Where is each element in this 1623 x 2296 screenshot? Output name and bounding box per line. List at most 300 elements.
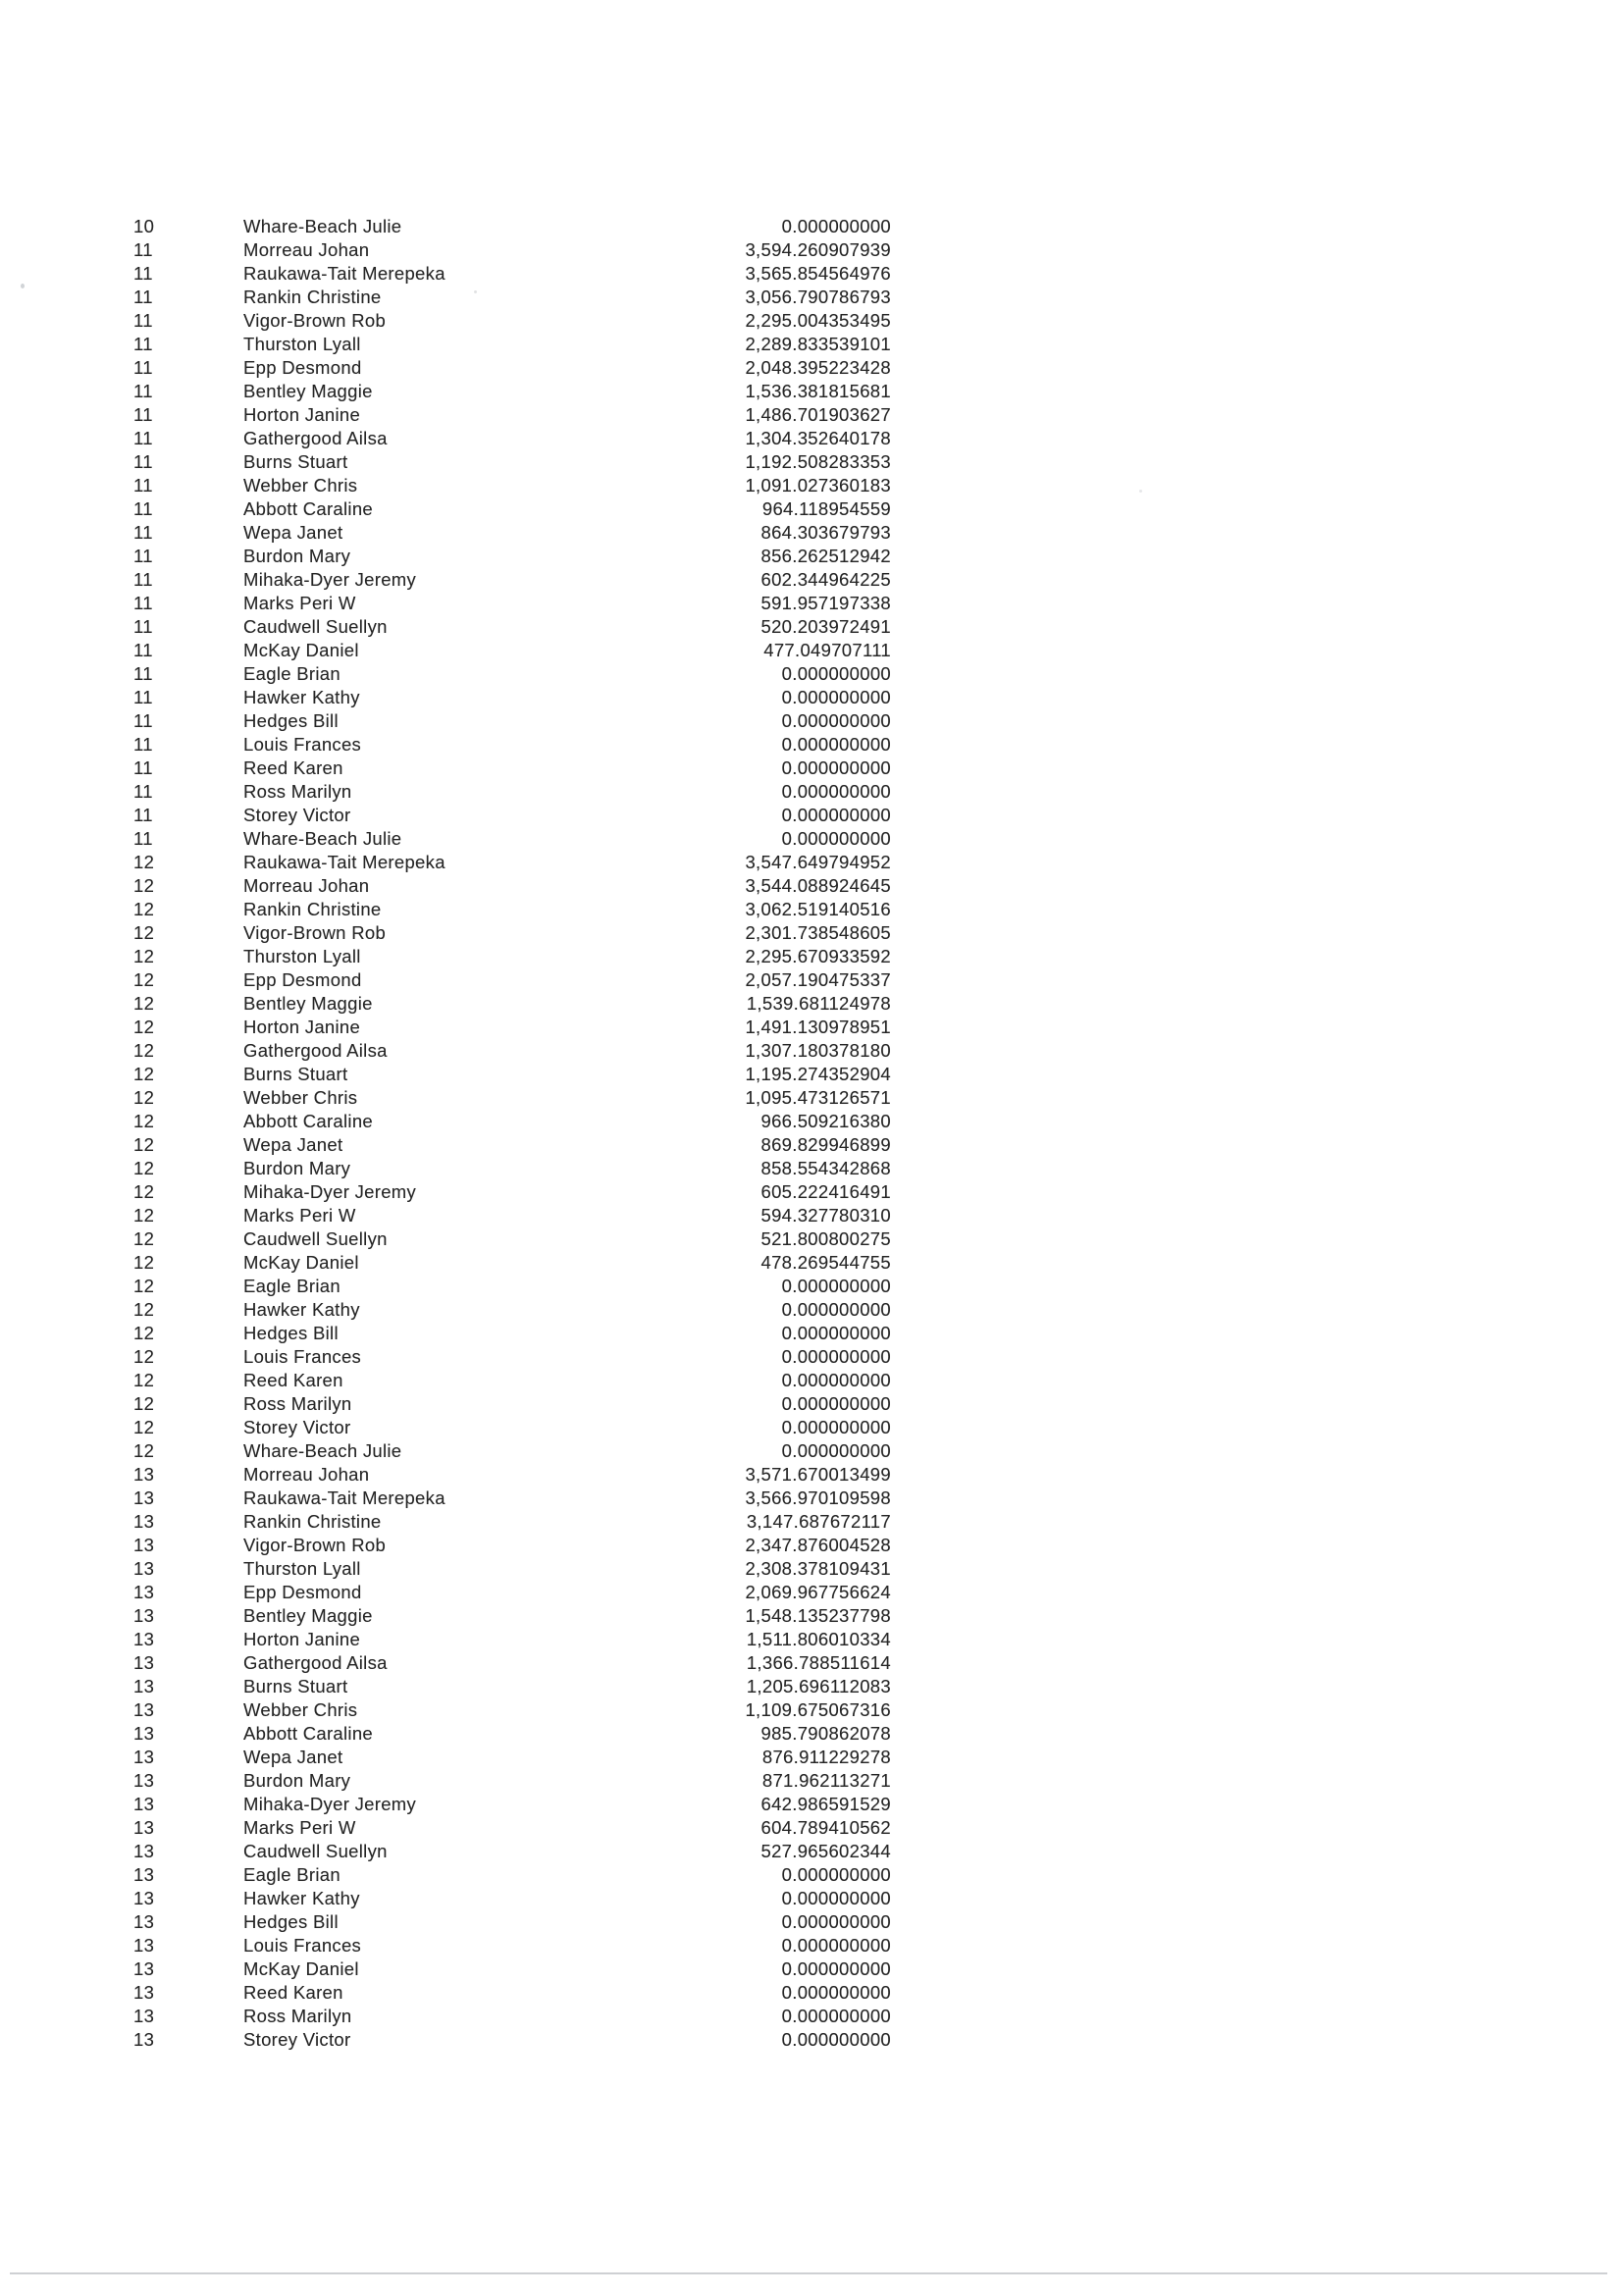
table-row bbox=[0, 1157, 1623, 1180]
person-name-cell: Ross Marilyn bbox=[243, 2006, 352, 2026]
person-name-cell: McKay Daniel bbox=[243, 1958, 359, 1979]
table-row bbox=[0, 474, 1623, 497]
value-cell: 869.829946899 bbox=[760, 1134, 891, 1155]
person-name-cell: McKay Daniel bbox=[243, 640, 359, 660]
round-cell: 12 bbox=[133, 899, 155, 919]
value-cell: 477.049707111 bbox=[763, 640, 891, 660]
person-name-cell: Whare-Beach Julie bbox=[243, 828, 402, 849]
round-cell: 12 bbox=[133, 1393, 155, 1414]
table-row bbox=[0, 1722, 1623, 1746]
table-row bbox=[0, 804, 1623, 827]
round-cell: 11 bbox=[133, 522, 153, 543]
round-cell: 11 bbox=[133, 828, 153, 849]
value-cell: 985.790862078 bbox=[760, 1723, 891, 1744]
round-cell: 12 bbox=[133, 1205, 155, 1226]
round-cell: 13 bbox=[133, 1582, 155, 1602]
person-name-cell: Hedges Bill bbox=[243, 710, 339, 731]
round-cell: 12 bbox=[133, 1252, 155, 1273]
value-cell: 3,571.670013499 bbox=[745, 1464, 891, 1485]
round-cell: 11 bbox=[133, 310, 153, 331]
value-cell: 591.957197338 bbox=[760, 593, 891, 613]
person-name-cell: Raukawa-Tait Merepeka bbox=[243, 263, 445, 284]
round-cell: 13 bbox=[133, 1487, 155, 1508]
value-cell: 864.303679793 bbox=[760, 522, 891, 543]
value-cell: 964.118954559 bbox=[761, 498, 891, 519]
report-rows bbox=[0, 215, 1623, 2052]
table-row bbox=[0, 1275, 1623, 1298]
value-cell: 0.000000000 bbox=[781, 1417, 891, 1437]
person-name-cell: Webber Chris bbox=[243, 475, 358, 496]
round-cell: 12 bbox=[133, 922, 155, 943]
person-name-cell: Gathergood Ailsa bbox=[243, 1040, 388, 1061]
value-cell: 1,511.806010334 bbox=[746, 1629, 891, 1649]
person-name-cell: Burdon Mary bbox=[243, 546, 351, 566]
table-row bbox=[0, 1746, 1623, 1769]
person-name-cell: Louis Frances bbox=[243, 1935, 362, 1956]
table-row bbox=[0, 427, 1623, 450]
person-name-cell: McKay Daniel bbox=[243, 1252, 359, 1273]
person-name-cell: Vigor-Brown Rob bbox=[243, 310, 387, 331]
value-cell: 2,069.967756624 bbox=[745, 1582, 891, 1602]
table-row bbox=[0, 1981, 1623, 2005]
round-cell: 12 bbox=[133, 1040, 155, 1061]
round-cell: 12 bbox=[133, 1228, 155, 1249]
value-cell: 0.000000000 bbox=[781, 1982, 891, 2003]
round-cell: 12 bbox=[133, 1111, 155, 1131]
table-row bbox=[0, 1039, 1623, 1063]
round-cell: 11 bbox=[133, 569, 153, 590]
table-row bbox=[0, 1251, 1623, 1275]
round-cell: 12 bbox=[133, 1323, 155, 1343]
value-cell: 0.000000000 bbox=[781, 1323, 891, 1343]
round-cell: 13 bbox=[133, 2029, 155, 2050]
value-cell: 0.000000000 bbox=[781, 757, 891, 778]
value-cell: 0.000000000 bbox=[781, 663, 891, 684]
table-row bbox=[0, 1298, 1623, 1322]
table-row bbox=[0, 1180, 1623, 1204]
person-name-cell: Reed Karen bbox=[243, 1982, 343, 2003]
table-row bbox=[0, 333, 1623, 356]
person-name-cell: Epp Desmond bbox=[243, 357, 362, 378]
table-row bbox=[0, 709, 1623, 733]
person-name-cell: Abbott Caraline bbox=[243, 1723, 374, 1744]
value-cell: 2,308.378109431 bbox=[745, 1558, 891, 1579]
table-row bbox=[0, 1392, 1623, 1416]
person-name-cell: Ross Marilyn bbox=[243, 1393, 352, 1414]
person-name-cell: Abbott Caraline bbox=[243, 498, 374, 519]
value-cell: 1,491.130978951 bbox=[745, 1017, 891, 1037]
round-cell: 13 bbox=[133, 1511, 155, 1532]
person-name-cell: Burns Stuart bbox=[243, 1064, 348, 1084]
round-cell: 12 bbox=[133, 993, 155, 1014]
table-row bbox=[0, 1816, 1623, 1840]
value-cell: 1,109.675067316 bbox=[745, 1699, 891, 1720]
value-cell: 2,295.004353495 bbox=[745, 310, 891, 331]
round-cell: 11 bbox=[133, 287, 153, 307]
table-row bbox=[0, 1628, 1623, 1651]
round-cell: 13 bbox=[133, 1676, 155, 1696]
round-cell: 12 bbox=[133, 1276, 155, 1296]
round-cell: 13 bbox=[133, 1629, 155, 1649]
person-name-cell: Epp Desmond bbox=[243, 969, 362, 990]
table-row bbox=[0, 592, 1623, 615]
table-row bbox=[0, 639, 1623, 662]
person-name-cell: Hawker Kathy bbox=[243, 1888, 360, 1908]
person-name-cell: Thurston Lyall bbox=[243, 946, 361, 966]
value-cell: 0.000000000 bbox=[781, 1370, 891, 1390]
person-name-cell: Ross Marilyn bbox=[243, 781, 352, 802]
table-row bbox=[0, 686, 1623, 709]
value-cell: 0.000000000 bbox=[781, 1393, 891, 1414]
value-cell: 1,304.352640178 bbox=[745, 428, 891, 448]
table-row bbox=[0, 497, 1623, 521]
value-cell: 2,295.670933592 bbox=[745, 946, 891, 966]
table-row bbox=[0, 262, 1623, 286]
value-cell: 602.344964225 bbox=[760, 569, 891, 590]
round-cell: 11 bbox=[133, 805, 153, 825]
value-cell: 0.000000000 bbox=[781, 687, 891, 707]
value-cell: 2,057.190475337 bbox=[745, 969, 891, 990]
value-cell: 0.000000000 bbox=[781, 1276, 891, 1296]
table-row bbox=[0, 215, 1623, 238]
scan-speck bbox=[21, 284, 25, 288]
round-cell: 11 bbox=[133, 616, 153, 637]
table-row bbox=[0, 1840, 1623, 1863]
round-cell: 13 bbox=[133, 2006, 155, 2026]
person-name-cell: Caudwell Suellyn bbox=[243, 1841, 388, 1861]
person-name-cell: Gathergood Ailsa bbox=[243, 1652, 388, 1673]
table-row bbox=[0, 1487, 1623, 1510]
person-name-cell: Storey Victor bbox=[243, 1417, 351, 1437]
round-cell: 11 bbox=[133, 593, 153, 613]
person-name-cell: Storey Victor bbox=[243, 805, 351, 825]
table-row bbox=[0, 1769, 1623, 1793]
person-name-cell: Rankin Christine bbox=[243, 899, 382, 919]
person-name-cell: Vigor-Brown Rob bbox=[243, 922, 387, 943]
value-cell: 0.000000000 bbox=[781, 1958, 891, 1979]
round-cell: 12 bbox=[133, 1299, 155, 1320]
round-cell: 13 bbox=[133, 1770, 155, 1791]
round-cell: 11 bbox=[133, 757, 153, 778]
round-cell: 12 bbox=[133, 1346, 155, 1367]
table-row bbox=[0, 1510, 1623, 1534]
person-name-cell: Eagle Brian bbox=[243, 1864, 340, 1885]
person-name-cell: Morreau Johan bbox=[243, 875, 370, 896]
value-cell: 1,548.135237798 bbox=[745, 1605, 891, 1626]
value-cell: 0.000000000 bbox=[781, 1346, 891, 1367]
table-row bbox=[0, 780, 1623, 804]
round-cell: 13 bbox=[133, 1605, 155, 1626]
person-name-cell: Storey Victor bbox=[243, 2029, 351, 2050]
person-name-cell: Wepa Janet bbox=[243, 1747, 343, 1767]
value-cell: 605.222416491 bbox=[760, 1181, 891, 1202]
person-name-cell: Webber Chris bbox=[243, 1699, 358, 1720]
table-row bbox=[0, 1534, 1623, 1557]
round-cell: 11 bbox=[133, 663, 153, 684]
table-row bbox=[0, 921, 1623, 945]
table-row bbox=[0, 992, 1623, 1016]
value-cell: 3,566.970109598 bbox=[745, 1487, 891, 1508]
table-row bbox=[0, 898, 1623, 921]
value-cell: 2,347.876004528 bbox=[745, 1535, 891, 1555]
value-cell: 2,301.738548605 bbox=[745, 922, 891, 943]
table-row bbox=[0, 1322, 1623, 1345]
round-cell: 11 bbox=[133, 404, 153, 425]
value-cell: 0.000000000 bbox=[781, 805, 891, 825]
value-cell: 0.000000000 bbox=[781, 1911, 891, 1932]
table-row bbox=[0, 1016, 1623, 1039]
round-cell: 12 bbox=[133, 946, 155, 966]
round-cell: 13 bbox=[133, 1558, 155, 1579]
person-name-cell: Horton Janine bbox=[243, 1629, 361, 1649]
value-cell: 0.000000000 bbox=[781, 1888, 891, 1908]
table-row bbox=[0, 1439, 1623, 1463]
person-name-cell: Raukawa-Tait Merepeka bbox=[243, 852, 445, 872]
person-name-cell: Whare-Beach Julie bbox=[243, 1440, 402, 1461]
table-row bbox=[0, 733, 1623, 757]
table-row bbox=[0, 1416, 1623, 1439]
value-cell: 1,307.180378180 bbox=[745, 1040, 891, 1061]
round-cell: 13 bbox=[133, 1464, 155, 1485]
person-name-cell: Thurston Lyall bbox=[243, 334, 361, 354]
person-name-cell: Mihaka-Dyer Jeremy bbox=[243, 1794, 417, 1814]
table-row bbox=[0, 521, 1623, 545]
round-cell: 12 bbox=[133, 969, 155, 990]
table-row bbox=[0, 450, 1623, 474]
person-name-cell: Rankin Christine bbox=[243, 1511, 382, 1532]
table-row bbox=[0, 1887, 1623, 1910]
table-row bbox=[0, 2005, 1623, 2028]
person-name-cell: Raukawa-Tait Merepeka bbox=[243, 1487, 445, 1508]
table-row bbox=[0, 545, 1623, 568]
person-name-cell: Marks Peri W bbox=[243, 1205, 356, 1226]
round-cell: 12 bbox=[133, 852, 155, 872]
person-name-cell: Bentley Maggie bbox=[243, 993, 373, 1014]
value-cell: 2,289.833539101 bbox=[745, 334, 891, 354]
table-row bbox=[0, 1557, 1623, 1581]
value-cell: 1,539.681124978 bbox=[746, 993, 891, 1014]
table-row bbox=[0, 757, 1623, 780]
table-row bbox=[0, 1345, 1623, 1369]
round-cell: 13 bbox=[133, 1841, 155, 1861]
value-cell: 594.327780310 bbox=[760, 1205, 891, 1226]
round-cell: 12 bbox=[133, 1134, 155, 1155]
person-name-cell: Burdon Mary bbox=[243, 1158, 351, 1178]
table-row bbox=[0, 356, 1623, 380]
round-cell: 11 bbox=[133, 710, 153, 731]
person-name-cell: Burns Stuart bbox=[243, 451, 348, 472]
person-name-cell: Marks Peri W bbox=[243, 593, 356, 613]
table-row bbox=[0, 1063, 1623, 1086]
person-name-cell: Caudwell Suellyn bbox=[243, 1228, 388, 1249]
person-name-cell: Morreau Johan bbox=[243, 1464, 370, 1485]
round-cell: 12 bbox=[133, 875, 155, 896]
person-name-cell: Bentley Maggie bbox=[243, 381, 373, 401]
round-cell: 12 bbox=[133, 1158, 155, 1178]
person-name-cell: Caudwell Suellyn bbox=[243, 616, 388, 637]
value-cell: 876.911229278 bbox=[761, 1747, 891, 1767]
value-cell: 1,091.027360183 bbox=[745, 475, 891, 496]
value-cell: 966.509216380 bbox=[760, 1111, 891, 1131]
value-cell: 3,547.649794952 bbox=[745, 852, 891, 872]
round-cell: 13 bbox=[133, 1864, 155, 1885]
person-name-cell: Whare-Beach Julie bbox=[243, 216, 402, 236]
table-row bbox=[0, 1910, 1623, 1934]
value-cell: 0.000000000 bbox=[781, 781, 891, 802]
round-cell: 13 bbox=[133, 1982, 155, 2003]
person-name-cell: Hawker Kathy bbox=[243, 687, 360, 707]
round-cell: 11 bbox=[133, 640, 153, 660]
value-cell: 3,544.088924645 bbox=[745, 875, 891, 896]
round-cell: 13 bbox=[133, 1935, 155, 1956]
round-cell: 11 bbox=[133, 734, 153, 755]
person-name-cell: Hedges Bill bbox=[243, 1323, 339, 1343]
person-name-cell: Mihaka-Dyer Jeremy bbox=[243, 569, 417, 590]
person-name-cell: Hedges Bill bbox=[243, 1911, 339, 1932]
round-cell: 11 bbox=[133, 381, 153, 401]
round-cell: 13 bbox=[133, 1535, 155, 1555]
person-name-cell: Reed Karen bbox=[243, 757, 343, 778]
table-row bbox=[0, 568, 1623, 592]
person-name-cell: Horton Janine bbox=[243, 404, 361, 425]
round-cell: 13 bbox=[133, 1747, 155, 1767]
table-row bbox=[0, 309, 1623, 333]
round-cell: 11 bbox=[133, 451, 153, 472]
value-cell: 871.962113271 bbox=[761, 1770, 891, 1791]
table-row bbox=[0, 1863, 1623, 1887]
person-name-cell: Morreau Johan bbox=[243, 239, 370, 260]
round-cell: 13 bbox=[133, 1794, 155, 1814]
table-row bbox=[0, 1581, 1623, 1604]
round-cell: 12 bbox=[133, 1417, 155, 1437]
table-row bbox=[0, 286, 1623, 309]
round-cell: 11 bbox=[133, 546, 153, 566]
table-row bbox=[0, 968, 1623, 992]
person-name-cell: Abbott Caraline bbox=[243, 1111, 374, 1131]
value-cell: 1,195.274352904 bbox=[745, 1064, 891, 1084]
value-cell: 642.986591529 bbox=[760, 1794, 891, 1814]
table-row bbox=[0, 662, 1623, 686]
round-cell: 11 bbox=[133, 263, 153, 284]
value-cell: 1,366.788511614 bbox=[746, 1652, 891, 1673]
round-cell: 13 bbox=[133, 1958, 155, 1979]
round-cell: 12 bbox=[133, 1370, 155, 1390]
value-cell: 1,536.381815681 bbox=[745, 381, 891, 401]
person-name-cell: Marks Peri W bbox=[243, 1817, 356, 1838]
round-cell: 13 bbox=[133, 1723, 155, 1744]
table-row bbox=[0, 874, 1623, 898]
value-cell: 1,486.701903627 bbox=[745, 404, 891, 425]
value-cell: 527.965602344 bbox=[760, 1841, 891, 1861]
value-cell: 856.262512942 bbox=[760, 546, 891, 566]
round-cell: 10 bbox=[133, 216, 155, 236]
person-name-cell: Webber Chris bbox=[243, 1087, 358, 1108]
table-row bbox=[0, 1463, 1623, 1487]
table-row bbox=[0, 1204, 1623, 1227]
person-name-cell: Wepa Janet bbox=[243, 522, 343, 543]
table-row bbox=[0, 945, 1623, 968]
table-row bbox=[0, 1086, 1623, 1110]
person-name-cell: Bentley Maggie bbox=[243, 1605, 373, 1626]
value-cell: 3,147.687672117 bbox=[746, 1511, 891, 1532]
round-cell: 13 bbox=[133, 1652, 155, 1673]
person-name-cell: Epp Desmond bbox=[243, 1582, 362, 1602]
table-row bbox=[0, 380, 1623, 403]
round-cell: 12 bbox=[133, 1017, 155, 1037]
person-name-cell: Eagle Brian bbox=[243, 663, 340, 684]
person-name-cell: Vigor-Brown Rob bbox=[243, 1535, 387, 1555]
value-cell: 0.000000000 bbox=[781, 1440, 891, 1461]
value-cell: 2,048.395223428 bbox=[745, 357, 891, 378]
person-name-cell: Wepa Janet bbox=[243, 1134, 343, 1155]
table-row bbox=[0, 1604, 1623, 1628]
round-cell: 11 bbox=[133, 687, 153, 707]
round-cell: 11 bbox=[133, 475, 153, 496]
person-name-cell: Louis Frances bbox=[243, 734, 362, 755]
person-name-cell: Gathergood Ailsa bbox=[243, 428, 388, 448]
person-name-cell: Hawker Kathy bbox=[243, 1299, 360, 1320]
table-row bbox=[0, 1651, 1623, 1675]
table-row bbox=[0, 238, 1623, 262]
value-cell: 478.269544755 bbox=[760, 1252, 891, 1273]
value-cell: 520.203972491 bbox=[760, 616, 891, 637]
table-row bbox=[0, 403, 1623, 427]
person-name-cell: Thurston Lyall bbox=[243, 1558, 361, 1579]
scan-speck bbox=[1139, 490, 1142, 493]
table-row bbox=[0, 1227, 1623, 1251]
table-row bbox=[0, 1957, 1623, 1981]
value-cell: 0.000000000 bbox=[781, 710, 891, 731]
value-cell: 0.000000000 bbox=[781, 1864, 891, 1885]
table-row bbox=[0, 1698, 1623, 1722]
value-cell: 3,594.260907939 bbox=[745, 239, 891, 260]
value-cell: 604.789410562 bbox=[760, 1817, 891, 1838]
round-cell: 11 bbox=[133, 357, 153, 378]
round-cell: 11 bbox=[133, 781, 153, 802]
table-row bbox=[0, 1133, 1623, 1157]
round-cell: 13 bbox=[133, 1911, 155, 1932]
value-cell: 0.000000000 bbox=[781, 1935, 891, 1956]
person-name-cell: Burns Stuart bbox=[243, 1676, 348, 1696]
value-cell: 3,565.854564976 bbox=[745, 263, 891, 284]
round-cell: 12 bbox=[133, 1064, 155, 1084]
table-row bbox=[0, 2028, 1623, 2052]
round-cell: 11 bbox=[133, 334, 153, 354]
table-row bbox=[0, 1369, 1623, 1392]
round-cell: 11 bbox=[133, 239, 153, 260]
round-cell: 11 bbox=[133, 498, 153, 519]
table-row bbox=[0, 1793, 1623, 1816]
value-cell: 3,056.790786793 bbox=[745, 287, 891, 307]
value-cell: 0.000000000 bbox=[781, 828, 891, 849]
value-cell: 3,062.519140516 bbox=[745, 899, 891, 919]
value-cell: 1,205.696112083 bbox=[746, 1676, 891, 1696]
person-name-cell: Mihaka-Dyer Jeremy bbox=[243, 1181, 417, 1202]
table-row bbox=[0, 827, 1623, 851]
value-cell: 0.000000000 bbox=[781, 2029, 891, 2050]
person-name-cell: Louis Frances bbox=[243, 1346, 362, 1367]
value-cell: 858.554342868 bbox=[760, 1158, 891, 1178]
round-cell: 12 bbox=[133, 1181, 155, 1202]
page-bottom-scan-line bbox=[10, 2272, 1607, 2274]
value-cell: 1,095.473126571 bbox=[745, 1087, 891, 1108]
person-name-cell: Burdon Mary bbox=[243, 1770, 351, 1791]
round-cell: 13 bbox=[133, 1817, 155, 1838]
round-cell: 13 bbox=[133, 1888, 155, 1908]
round-cell: 13 bbox=[133, 1699, 155, 1720]
table-row bbox=[0, 615, 1623, 639]
person-name-cell: Eagle Brian bbox=[243, 1276, 340, 1296]
